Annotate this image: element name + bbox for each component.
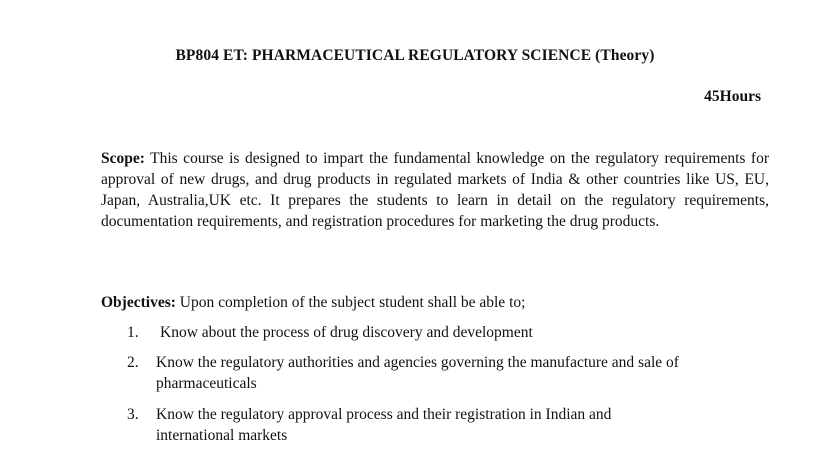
list-item-number: 3.	[127, 406, 139, 423]
scope-paragraph	[101, 148, 769, 232]
list-item-text: Know the regulatory approval process and their registration in Indian and international markets	[156, 406, 612, 444]
scope-text: This course is designed to impart the fundamental knowledge on the regulatory requirements for approval of new drugs, and drug products in regulated markets of India & other countries like US, EU, Japan, Australia,UK etc. It prepares the students to learn in detail on the regulatory requirements, documentation requirements, and registration procedures for marketing the drug products.	[101, 150, 769, 230]
list-item	[127, 404, 687, 446]
list-item-text: Know the regulatory authorities and agencies governing the manufacture and sale of pharmaceuticals	[156, 354, 679, 392]
objectives-heading	[101, 292, 791, 313]
document-title: BP804 ET: PHARMACEUTICAL REGULATORY SCIENCE (Theory)	[175, 47, 655, 64]
scope-label: Scope:	[101, 150, 145, 167]
list-item	[127, 322, 777, 343]
list-item-number: 2.	[127, 354, 139, 371]
objectives-intro: Upon completion of the subject student shall be able to;	[179, 294, 526, 311]
list-item-number: 1.	[127, 324, 139, 341]
list-item	[127, 352, 747, 394]
objectives-label: Objectives:	[101, 294, 176, 311]
list-item-text: Know about the process of drug discovery and development	[160, 324, 533, 341]
course-hours: 45Hours	[704, 88, 761, 105]
